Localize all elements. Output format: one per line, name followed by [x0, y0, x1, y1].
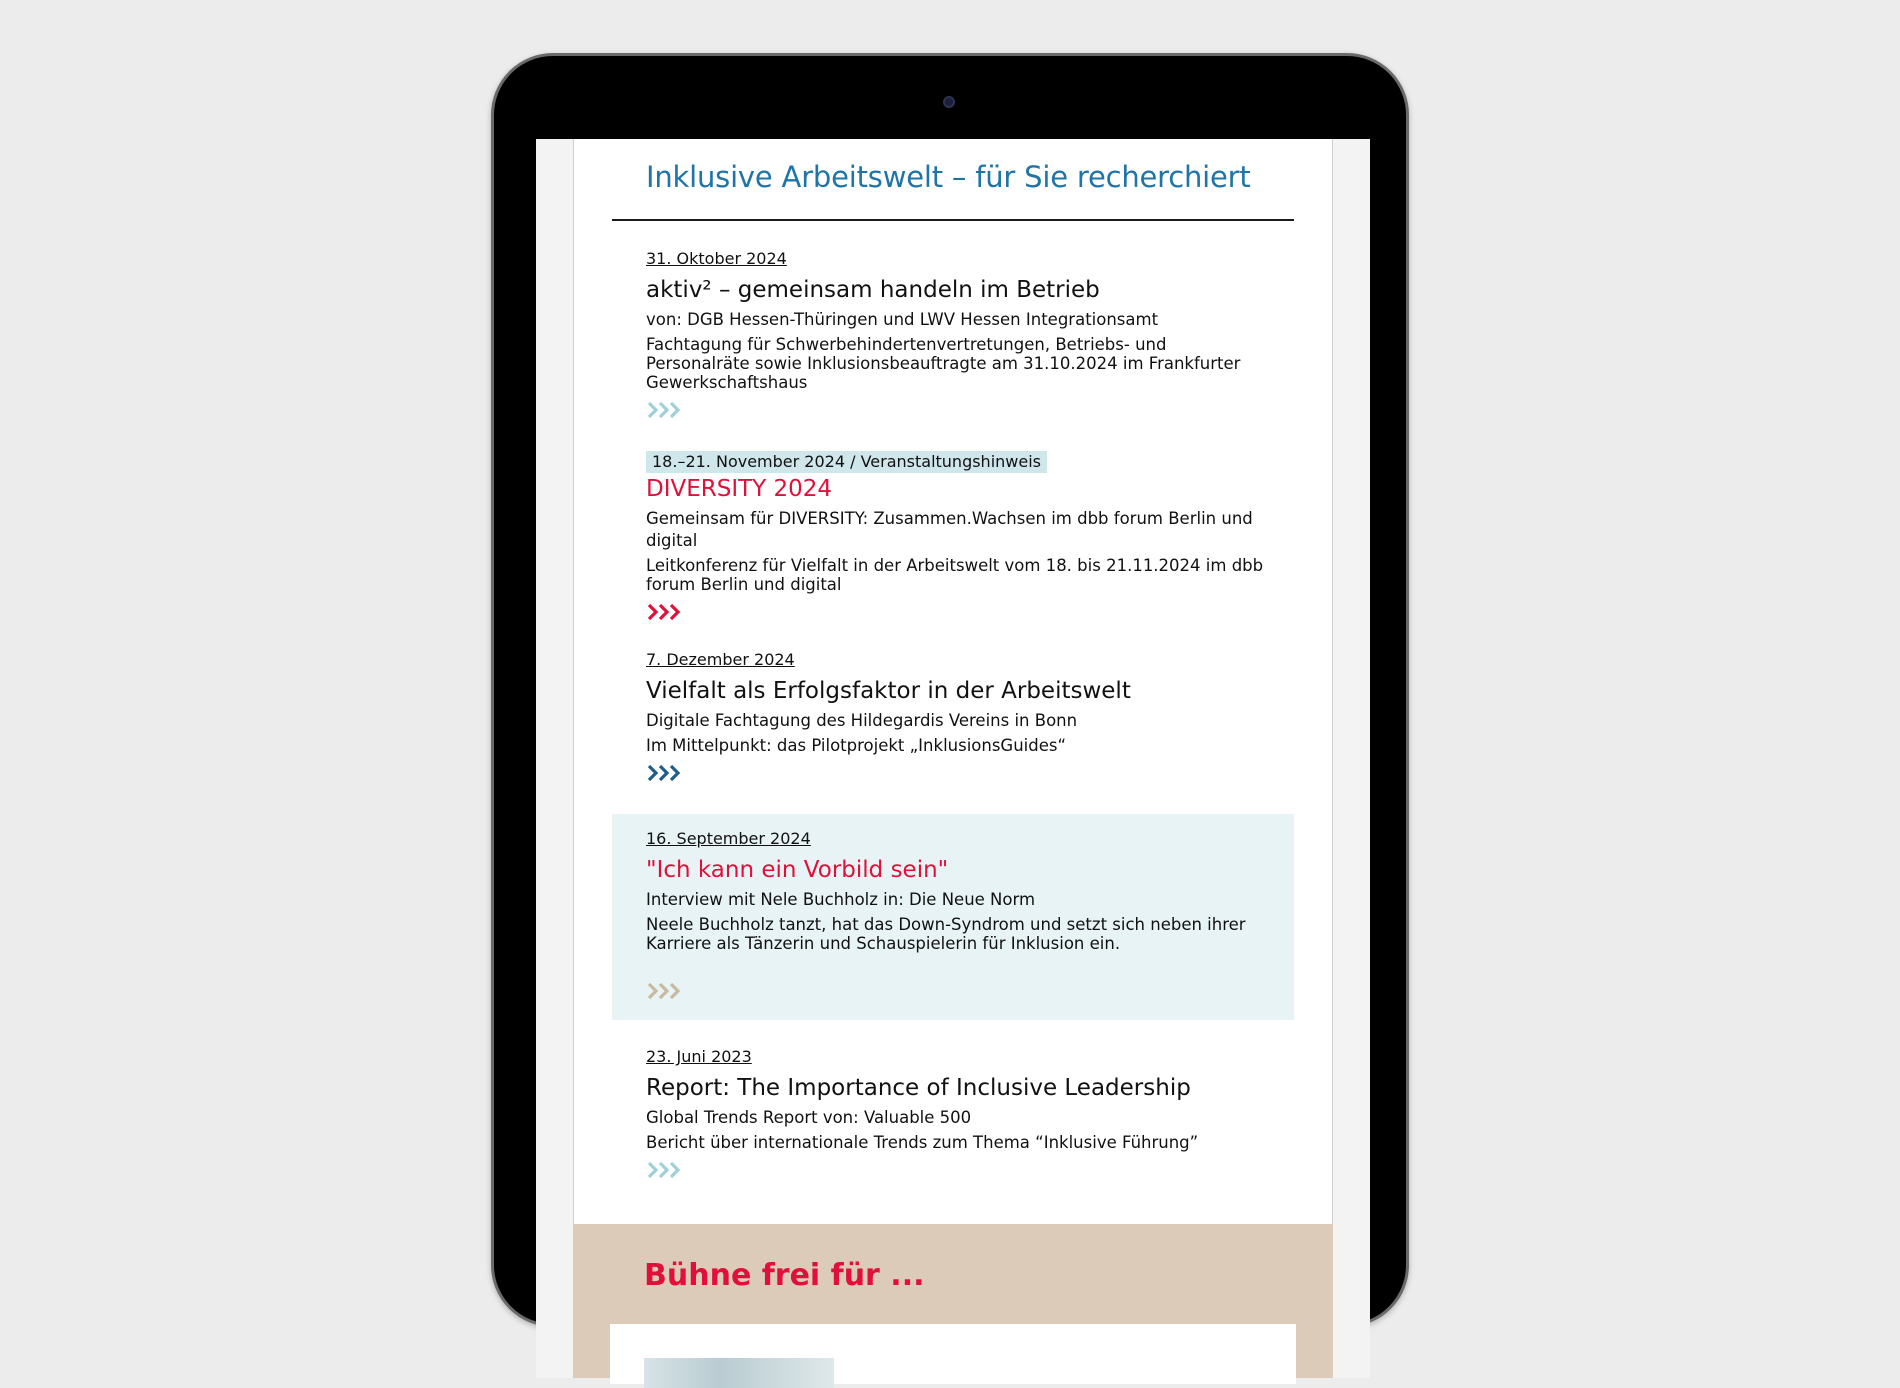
entry-date[interactable]: 31. Oktober 2024 [646, 249, 787, 268]
entry-byline: Digitale Fachtagung des Hildegardis Vereins in Bonn [646, 711, 1078, 730]
entry-description: Im Mittelpunkt: das Pilotprojekt „InklusionsGuides“ [646, 736, 1067, 755]
chevron-triple-right-icon[interactable] [646, 1160, 686, 1180]
camera-icon [943, 96, 955, 108]
section-title: Inklusive Arbeitswelt – für Sie recherchiert [646, 160, 1251, 194]
news-entry [646, 649, 1266, 783]
chevron-triple-right-icon[interactable] [646, 602, 686, 622]
news-entry [646, 248, 1266, 420]
news-entry [646, 1046, 1266, 1180]
stage-thumbnail [644, 1358, 834, 1388]
title-divider [612, 219, 1294, 221]
news-entry [646, 828, 1266, 1001]
entry-description: Fachtagung für Schwerbehindertenvertretungen, Betriebs- und Personalräte sowie Inklusionsbeauftragte am 31.10.2024 im Frankfurter Gewerkschaftshaus [646, 335, 1241, 392]
chevron-triple-right-icon[interactable] [646, 981, 686, 1001]
entry-description: Bericht über internationale Trends zum Thema “Inklusive Führung” [646, 1133, 1199, 1152]
chevron-triple-right-icon[interactable] [646, 763, 686, 783]
entry-description: Leitkonferenz für Vielfalt in der Arbeitswelt vom 18. bis 21.11.2024 im dbb forum Berlin und digital [646, 556, 1264, 594]
entry-byline: Gemeinsam für DIVERSITY: Zusammen.Wachsen im dbb forum Berlin und digital [646, 509, 1253, 550]
entry-date[interactable]: 23. Juni 2023 [646, 1047, 752, 1066]
entry-title: Report: The Importance of Inclusive Leadership [646, 1075, 1191, 1101]
chevron-triple-right-icon[interactable] [646, 400, 686, 420]
stage-title: Bühne frei für ... [644, 1258, 925, 1293]
entry-byline: von: DGB Hessen-Thüringen und LWV Hessen Integrationsamt [646, 310, 1159, 329]
entry-byline: Global Trends Report von: Valuable 500 [646, 1108, 972, 1127]
entry-title[interactable]: DIVERSITY 2024 [646, 476, 833, 502]
entry-date-tag: 18.–21. November 2024 / Veranstaltungshinweis [646, 451, 1047, 473]
entry-byline: Interview mit Nele Buchholz in: Die Neue Norm [646, 890, 1036, 909]
entry-date[interactable]: 7. Dezember 2024 [646, 650, 795, 669]
news-entry [646, 451, 1266, 622]
entry-title: aktiv² – gemeinsam handeln im Betrieb [646, 277, 1100, 303]
entry-date[interactable]: 16. September 2024 [646, 829, 811, 848]
entry-title: Vielfalt als Erfolgsfaktor in der Arbeitswelt [646, 678, 1131, 704]
entry-description: Neele Buchholz tanzt, hat das Down-Syndrom und setzt sich neben ihrer Karriere als Tänzerin und Schauspielerin für Inklusion ein. [646, 915, 1246, 953]
entry-title: "Ich kann ein Vorbild sein" [646, 857, 949, 883]
